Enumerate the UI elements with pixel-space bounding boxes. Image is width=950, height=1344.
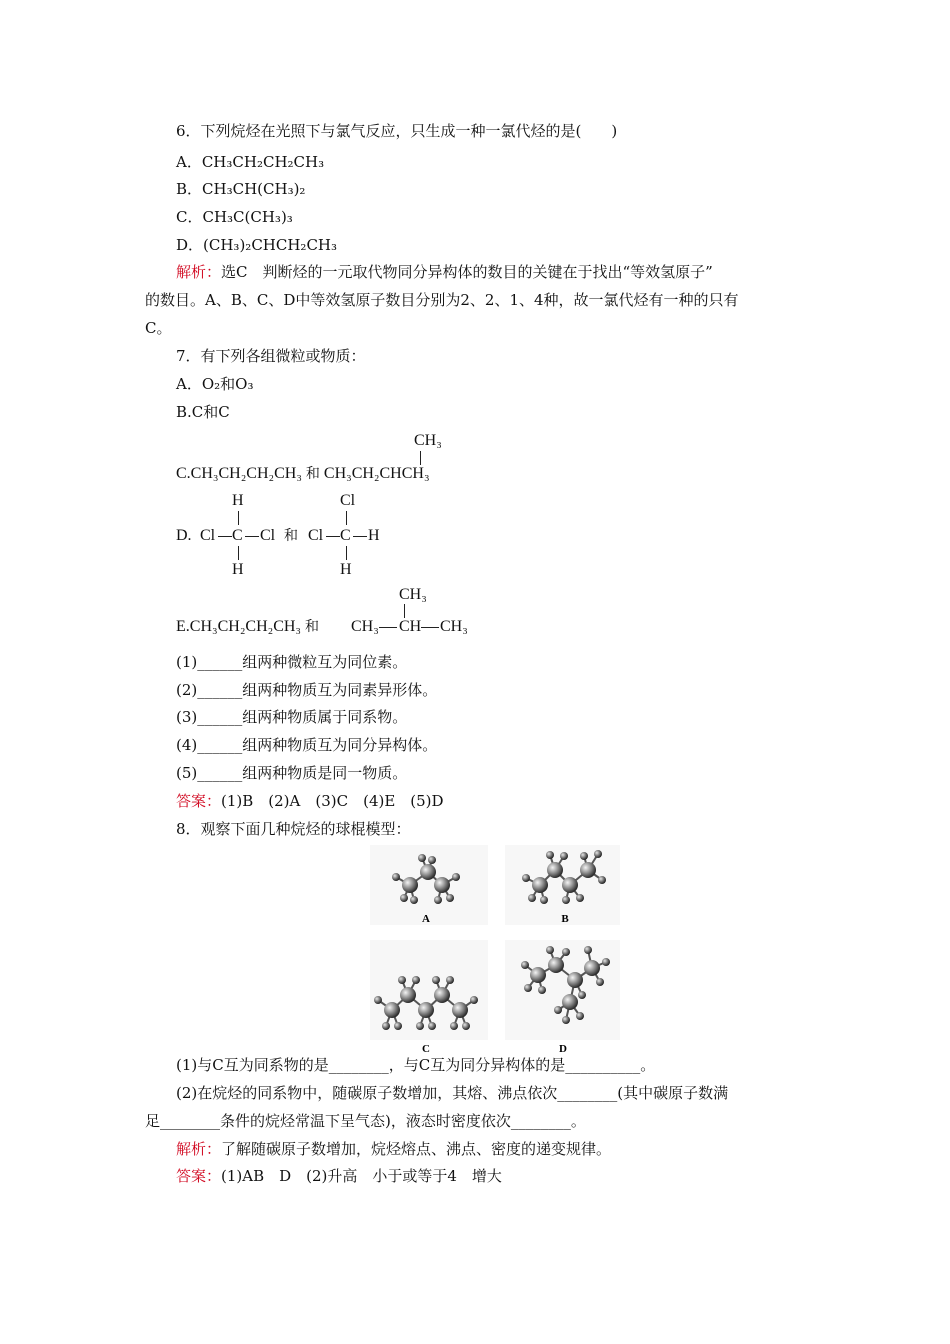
- model-label-a: A: [422, 913, 430, 925]
- q7-option-c-formula: [176, 465, 430, 483]
- bond-line: [245, 536, 259, 537]
- answer-label: 答案：: [176, 1167, 222, 1185]
- q7-option-a: A．O₂和O₃: [176, 375, 254, 393]
- q8-analysis: [176, 1139, 611, 1159]
- analysis-text: 了解随碳原子数增加，烷烃熔点、沸点、密度的递变规律。: [221, 1140, 612, 1158]
- d2-center-c: C: [340, 527, 351, 544]
- q6-stem: 6．下列烷烃在光照下与氯气反应，只生成一种一氯代烃的是( ): [176, 122, 618, 140]
- and-word: 和: [305, 619, 319, 635]
- answer-label: 答案：: [176, 792, 222, 810]
- model-label-b: B: [561, 913, 569, 925]
- q6-option-c: C．CH₃C(CH₃)₃: [176, 208, 293, 226]
- q6-option-d: D．(CH₃)₂CHCH₂CH₃: [176, 236, 338, 254]
- q6-option-b: B．CH₃CH(CH₃)₂: [176, 180, 306, 198]
- e-right-ch3-2: CH₃: [440, 618, 468, 635]
- d1-center-c: C: [232, 527, 243, 544]
- d1-right-cl: Cl: [260, 527, 276, 544]
- option-label: E.: [176, 618, 190, 635]
- q6-option-a: A．CH₃CH₂CH₂CH₃: [176, 153, 325, 171]
- analysis-label: 解析：: [176, 1140, 222, 1158]
- bond-line: [353, 536, 367, 537]
- model-label-d: D: [559, 1043, 567, 1055]
- and-word: 和: [305, 466, 320, 482]
- q7-question-3: (3)______组两种物质属于同系物。: [176, 708, 408, 726]
- bond-line: [238, 511, 239, 525]
- bond-line: [238, 546, 239, 560]
- q8-question-2-line-2: 足________条件的烷烃常温下呈气态)，液态时密度依次________。: [145, 1112, 586, 1130]
- q7-question-4: (4)______组两种物质互为同分异构体。: [176, 736, 438, 754]
- q7-option-b: B.C和C: [176, 403, 230, 421]
- q7-option-e-formula: [176, 618, 319, 636]
- answer-text: (1)B (2)A (3)C (4)E (5)D: [221, 792, 444, 810]
- formula-right: CH₃CH₂CHCH₃: [323, 465, 430, 482]
- bond-line: [421, 627, 439, 628]
- d2-top-cl: Cl: [340, 492, 356, 509]
- analysis-label: 解析：: [176, 263, 222, 281]
- bond-line: [326, 536, 340, 537]
- e-branch-ch3: CH₃: [399, 586, 427, 603]
- bond-line: [420, 451, 421, 465]
- d2-right-h: H: [368, 527, 380, 544]
- bond-line: [218, 536, 232, 537]
- bond-line: [346, 546, 347, 560]
- formula-left: CH₃CH₂CH₂CH₃: [190, 465, 302, 482]
- q8-question-2-line-1: (2)在烷烃的同系物中，随碳原子数增加，其熔、沸点依次________(其中碳原子数满: [176, 1084, 729, 1102]
- q8-question-1: (1)与C互为同系物的是________，与C互为同分异构体的是__________。: [176, 1056, 656, 1074]
- bond-line: [379, 627, 397, 628]
- and-word: 和: [284, 528, 298, 544]
- d1-bottom-h: H: [232, 561, 244, 578]
- q7-question-1: (1)______组两种微粒互为同位素。: [176, 653, 408, 671]
- model-label-c: C: [422, 1043, 430, 1055]
- q7-question-2: (2)______组两种物质互为同素异形体。: [176, 681, 438, 699]
- q7-answer: [176, 791, 444, 811]
- e-right-ch3-1: CH₃: [351, 618, 379, 635]
- answer-text: (1)AB D (2)升高 小于或等于4 增大: [221, 1167, 502, 1185]
- d1-left-cl: Cl: [200, 527, 216, 544]
- bond-line: [404, 604, 405, 618]
- bond-line: [346, 511, 347, 525]
- d1-top-h: H: [232, 492, 244, 509]
- ball-and-stick-models: [370, 840, 620, 1055]
- analysis-text: 选C 判断烃的一元取代物同分异构体的数目的关键在于找出“等效氢原子”: [221, 263, 713, 281]
- q6-analysis-line-3: C。: [145, 319, 172, 337]
- d2-left-cl: Cl: [308, 527, 324, 544]
- e-right-ch: CH: [399, 618, 422, 635]
- q7-stem: 7．有下列各组微粒或物质：: [176, 347, 366, 365]
- q7-question-5: (5)______组两种物质是同一物质。: [176, 764, 408, 782]
- option-label: C.: [176, 465, 191, 482]
- q6-analysis-line-2: 的数目。A、B、C、D中等效氢原子数目分别为2、2、1、4种，故一氯代烃有一种的只有: [145, 291, 739, 309]
- d2-bottom-h: H: [340, 561, 352, 578]
- q7-option-c-branch: CH₃: [414, 432, 442, 449]
- q7-option-d-label: D.: [176, 527, 192, 544]
- q6-analysis-line-1: [176, 262, 713, 282]
- q8-stem: 8．观察下面几种烷烃的球棍模型：: [176, 820, 411, 838]
- q8-answer: [176, 1166, 502, 1186]
- formula-left: CH₃CH₂CH₂CH₃: [189, 618, 301, 635]
